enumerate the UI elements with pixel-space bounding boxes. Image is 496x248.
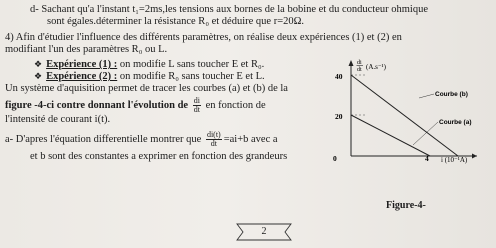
curve-a-label: Courbe (a) (439, 119, 472, 126)
experience-1-text: on modifie L sans toucher E et R₀. (117, 59, 265, 70)
derivative-fraction: $\frac{di(t)}{dt}$ (206, 130, 221, 148)
y-axis-arrow-icon (349, 60, 354, 66)
question-4-line1: 4) Afin d'étudier l'influence des différents paramètres, on réalise deux expériences (1) et (2) en (5, 32, 402, 43)
question-d-line1: d- Sachant qu'a l'instant t₁=2ms,les tensions aux bornes de la bobine et du conducteur ohmique (30, 4, 428, 15)
diamond-bullet-icon: ❖ (34, 71, 43, 81)
figure-reference-text: figure -4-ci contre donnant l'évolution de (5, 99, 189, 111)
question-4-line2: modifiant l'un des paramètres R₀ ou L. (5, 44, 168, 55)
curve-b-line (351, 75, 458, 156)
question-a-line1: a- D'apres l'équation differentielle montrer que $\frac{di(t)}{dt}$ =ai+b avec a (5, 130, 278, 148)
x-tick-label-0: 0 (333, 154, 337, 163)
experience-2-text: on modifie R₀ sans toucher E et L. (117, 71, 265, 82)
experience-1-title: Expérience (1) : (46, 59, 118, 70)
diamond-bullet-icon: ❖ (34, 59, 43, 69)
y-label-unit: (A.s⁻¹) (366, 63, 386, 71)
y-tick-label-20: 20 (335, 112, 343, 121)
x-axis-label: i (10⁻¹A) (441, 156, 468, 164)
curve-b-label: Courbe (b) (435, 91, 468, 98)
curve-a-line (351, 115, 430, 156)
figure-4-chart (327, 58, 487, 208)
question-d-line2: sont égales.déterminer la résistance R₀ et déduire que r=20Ω. (47, 16, 305, 27)
intensity-line: l'intensité de courant i(t). (5, 114, 111, 125)
acquisition-system-line: Un système d'aquisition permet de tracer les courbes (a) et (b) de la (5, 83, 288, 94)
x-axis-arrow-icon (472, 154, 477, 159)
experience-2-title: Expérience (2) : (46, 71, 118, 82)
experience-2 (34, 70, 265, 83)
page-number-box (229, 223, 299, 241)
page-number: 2 (261, 226, 267, 237)
figure-reference-line (5, 97, 266, 114)
y-label-denominator: dt (357, 67, 362, 73)
figure-reference-text-end: en fonction de (205, 99, 266, 111)
figure-title: Figure-4- (386, 200, 426, 211)
di-dt-fraction: $\frac{di}{dt}$ (193, 96, 200, 114)
question-a-line2: et b sont des constantes a exprimer en fonction des grandeurs (30, 151, 288, 162)
y-label-numerator: di (357, 60, 362, 66)
x-tick-label-4: 4 (425, 154, 429, 163)
y-tick-label-40: 40 (335, 72, 343, 81)
